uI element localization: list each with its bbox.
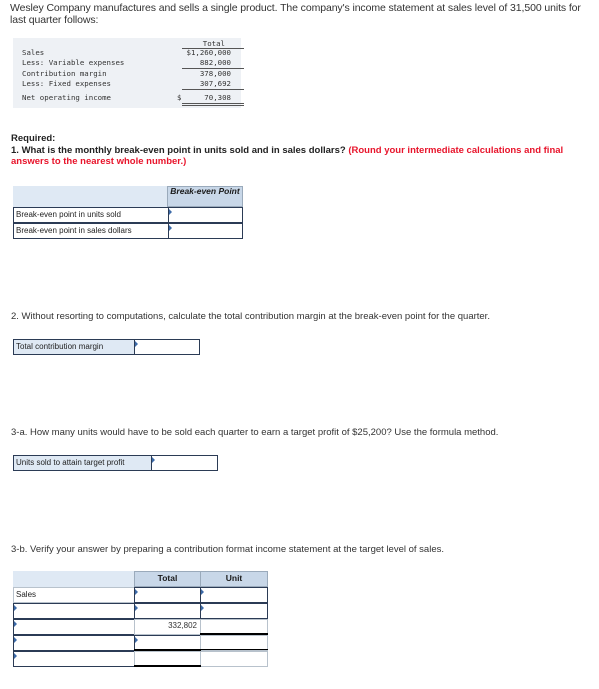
total-cm-input[interactable] (134, 339, 200, 355)
col-unit-header: Unit (200, 571, 268, 587)
break-even-units-label: Break-even point in units sold (13, 207, 169, 223)
row5-label-select[interactable] (13, 651, 135, 667)
units-target-input[interactable] (151, 455, 218, 471)
break-even-dollars-label: Break-even point in sales dollars (13, 223, 169, 239)
row3-total-cell: 332,802 (134, 619, 201, 635)
row2-label-select[interactable] (13, 603, 135, 619)
units-target-label: Units sold to attain target profit (13, 455, 152, 471)
col-total-header: Total (134, 571, 201, 587)
break-even-header: Break-even Point (167, 186, 243, 207)
sales-total-input[interactable] (134, 587, 201, 603)
income-statement (13, 38, 241, 108)
sales-label: Sales (13, 587, 135, 603)
row2-total-input[interactable] (134, 603, 201, 619)
question-2: 2. Without resorting to computations, calculate the total contribution margin at the break-even point for the quarter. (11, 311, 490, 322)
question-3a: 3-a. How many units would have to be sold each quarter to earn a target profit of $25,200? Use the formula method. (11, 427, 499, 438)
break-even-units-input[interactable] (168, 207, 243, 223)
rounding-note: (Round your intermediate calculations and final answers to the nearest whole number.) (11, 145, 564, 167)
row4-label-select[interactable] (13, 635, 135, 651)
sales-unit-input[interactable] (200, 587, 268, 603)
total-cm-label: Total contribution margin (13, 339, 135, 355)
income-statement-header: Total (202, 39, 225, 48)
is-row-fixed: Less: Fixed expenses 307,692 (22, 79, 231, 88)
question-1: 1. What is the monthly break-even point in units sold and in sales dollars? (Round your intermediate calculations and final answers to the nearest whole number.) (11, 145, 564, 167)
row3-label-select[interactable] (13, 619, 135, 635)
question-3b: 3-b. Verify your answer by preparing a contribution format income statement at the target level of sales. (11, 544, 444, 555)
is-row-cm: Contribution margin 378,000 (22, 69, 231, 78)
is-row-noi: Net operating income $ 70,308 (22, 93, 231, 102)
break-even-dollars-input[interactable] (168, 223, 243, 239)
is-row-sales: Sales $1,260,000 (22, 48, 231, 57)
problem-intro: Wesley Company manufactures and sells a single product. The company's income statement at sales level of 31,500 units for last quarter follows: (10, 2, 581, 26)
required-title: Required: (11, 133, 56, 144)
row5-unit-cell (200, 651, 268, 667)
row2-unit-input[interactable] (200, 603, 268, 619)
is-row-variable: Less: Variable expenses 882,000 (22, 58, 231, 67)
